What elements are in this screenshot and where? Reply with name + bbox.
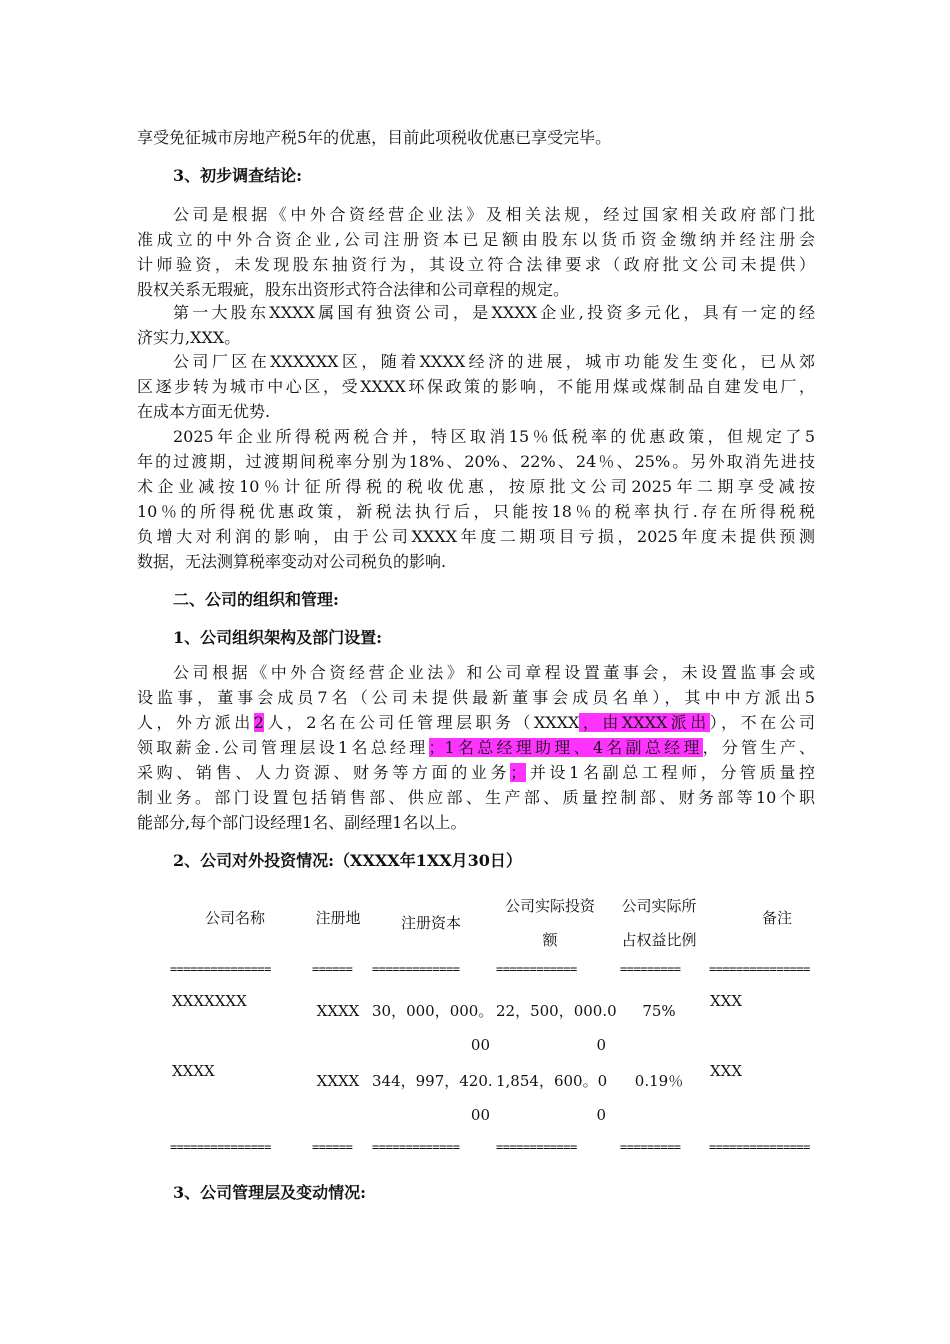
para3-line: 在成本方面无优势.	[137, 402, 271, 421]
org-line: 公司根据《中外合资经营企业法》和公司章程设置董事会，未设置监事会或	[173, 663, 815, 682]
cell-invest: 1,854，600。0	[496, 1072, 608, 1090]
org-line: 制业务。部门设置包括销售部、供应部、生产部、质量控制部、财务部等10个职	[137, 788, 815, 807]
cell-name: XXXX	[172, 1062, 215, 1080]
cell-capital: 30，000，000。	[372, 1002, 494, 1020]
org-line: 人，外方派出2人，2名在公司任管理层职务（XXXX，由XXXX派出），不在公司	[137, 713, 815, 732]
para4-line: 术企业减按10％计征所得税的税收优惠，按原批文公司2025年二期享受减按	[137, 477, 815, 496]
org-line: 领取薪金.公司管理层设1名总经理；1名总经理助理、4名副总经理，分管生产、	[137, 738, 815, 757]
cell-invest: 22，500，000.0	[496, 1002, 617, 1020]
para3-line: 区逐步转为城市中心区，受XXXX环保政策的影响，不能用煤或煤制品自建发电厂，	[137, 377, 815, 396]
table-separator: ============	[496, 1140, 577, 1154]
header-note: 备注	[761, 909, 792, 927]
sub1-heading: 1、公司组织架构及部门设置:	[173, 628, 383, 647]
org-line: 能部分,每个部门设经理1名、副经理1名以上。	[137, 813, 467, 832]
cell-note: XXX	[710, 1062, 743, 1080]
header-invest: 额	[542, 931, 558, 949]
para1-line: 计师验资，未发现股东抽资行为，其设立符合法律要求（政府批文公司未提供）	[137, 255, 815, 274]
highlight: ；	[510, 763, 527, 782]
table-separator: ======	[312, 962, 353, 976]
cell-name: XXXXXXX	[172, 992, 247, 1010]
table-separator: ===============	[709, 1140, 810, 1154]
sub3-heading: 3、公司管理层及变动情况:	[173, 1183, 367, 1202]
cell-invest: 0	[596, 1106, 606, 1124]
para4-line: 2025年企业所得税两税合并，特区取消15％低税率的优惠政策，但规定了5	[173, 427, 815, 446]
header-invest: 公司实际投资	[504, 897, 595, 915]
para1-line: 准成立的中外合资企业,公司注册资本已足额由股东以货币资金缴纳并经注册会	[137, 230, 815, 249]
table-separator: ===============	[170, 1140, 271, 1154]
para4-line: 年的过渡期，过渡期间税率分别为18%、20%、22%、24％、25%。另外取消先进技	[137, 452, 815, 471]
highlight: 2	[253, 713, 264, 732]
cell-capital: 00	[470, 1036, 490, 1054]
cell-invest: 0	[596, 1036, 606, 1054]
section3-heading: 3、初步调查结论:	[173, 166, 303, 185]
highlight: ，由XXXX派出	[579, 713, 710, 732]
para3-line: 公司厂区在XXXXXX区，随着XXXX经济的进展，城市功能发生变化，已从郊	[173, 352, 815, 371]
section-two-heading: 二、公司的组织和管理:	[173, 590, 339, 609]
header-share: 公司实际所	[621, 897, 697, 915]
cell-share: 75%	[642, 1002, 676, 1020]
cell-share: 0.19％	[634, 1072, 684, 1090]
table-separator: =========	[620, 962, 681, 976]
header-location: 注册地	[315, 909, 361, 927]
cell-note: XXX	[710, 992, 743, 1010]
highlight: ；1名总经理助理、4名副总经理	[428, 738, 703, 757]
header-capital: 注册资本	[400, 914, 461, 932]
cell-capital: 00	[470, 1106, 490, 1124]
table-separator: =========	[620, 1140, 681, 1154]
table-separator: ============	[496, 962, 577, 976]
para4-line: 数据，无法测算税率变动对公司税负的影响.	[137, 552, 447, 571]
para1-line: 股权关系无瑕疵，股东出资形式符合法律和公司章程的规定。	[137, 280, 570, 299]
cell-location: XXXX	[316, 1002, 360, 1020]
table-separator: =============	[372, 962, 460, 976]
header-company-name: 公司名称	[204, 909, 265, 927]
org-line: 设监事，董事会成员7名（公司未提供最新董事会成员名单），其中中方派出5	[137, 688, 815, 707]
org-line: 采购、销售、人力资源、财务等方面的业务；并设1名副总工程师，分管质量控	[137, 763, 815, 782]
para4-line: 10％的所得税优惠政策，新税法执行后，只能按18％的税率执行.存在所得税税	[137, 502, 815, 521]
para4-line: 负增大对利润的影响，由于公司XXXX年度二期项目亏损，2025年度未提供预测	[137, 527, 815, 546]
header-share: 占权益比例	[621, 931, 697, 949]
table-separator: ===============	[170, 962, 271, 976]
top-paragraph: 享受免征城市房地产税5年的优惠，目前此项税收优惠已享受完毕。	[137, 128, 612, 147]
para2-line: 第一大股东XXXX属国有独资公司，是XXXX企业,投资多元化，具有一定的经	[173, 303, 815, 322]
table-separator: =============	[372, 1140, 460, 1154]
para1-line: 公司是根据《中外合资经营企业法》及相关法规，经过国家相关政府部门批	[173, 205, 815, 224]
cell-capital: 344，997，420.	[372, 1072, 493, 1090]
table-separator: ======	[312, 1140, 353, 1154]
table-separator: ===============	[709, 962, 810, 976]
sub2-heading: 2、公司对外投资情况:（XXXX年1XX月30日）	[173, 851, 522, 870]
cell-location: XXXX	[316, 1072, 360, 1090]
para2-line: 济实力,XXX。	[137, 328, 241, 347]
